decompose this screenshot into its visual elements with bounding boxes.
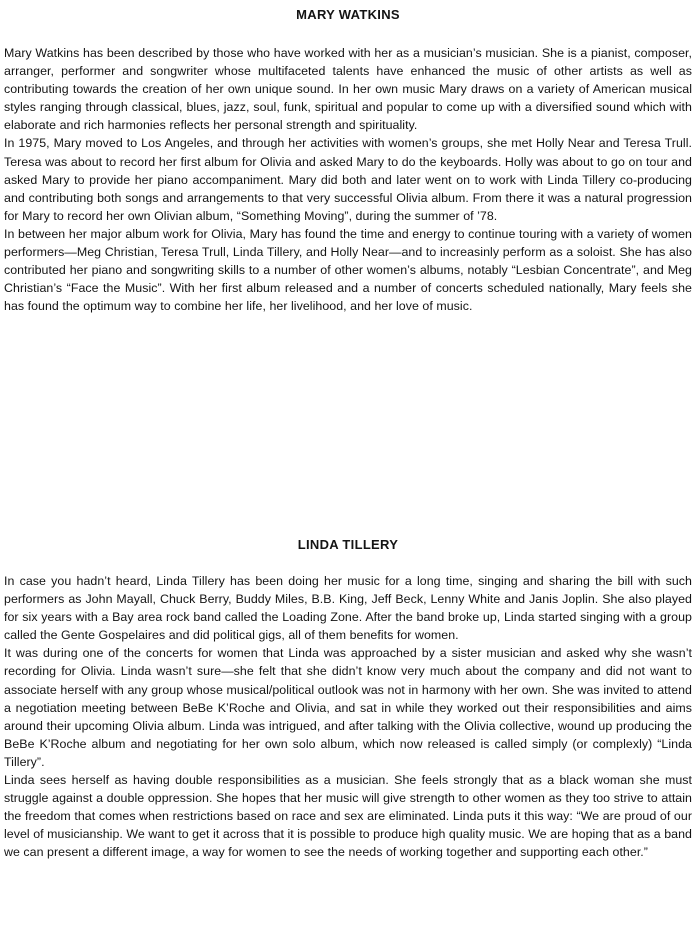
section-heading: MARY WATKINS <box>296 7 400 22</box>
paragraph: In 1975, Mary moved to Los Angeles, and through her activities with women’s groups, she met Holly Near and Teresa Trull. Teresa was about to record her first album for Olivia and asked Mary to do the keyboards. Holly was about to go on tour and asked Mary to provide her piano accompaniment. Mary did both and later went on to work with Linda Tillery co-producing and contributing both songs and arrangements to that very successful Olivia album. From there it was a natural progression for Mary to record her own Olivian album, “Something Moving”, during the summer of ’78. <box>4 136 692 223</box>
paragraph: It was during one of the concerts for women that Linda was approached by a sister musician and asked why she wasn’t recording for Olivia. Linda wasn’t sure—she felt that she didn’t know very much about the company and did not want to associate herself with any group whose musical/political outlook was not in harmony with her own. She was invited to attend a negotiation meeting between BeBe K’Roche and Olivia, and sat in while they worked out their responsibilities and aims around their upcoming Olivia album. Linda was intrigued, and after talking with the Olivia collective, wound up producing the BeBe K’Roche album and negotiating for her own solo album, which now released is called simply (or complexly) “Linda Tillery”. <box>4 646 692 769</box>
paragraph: In case you hadn’t heard, Linda Tillery has been doing her music for a long time, singing and sharing the bill with such performers as John Mayall, Chuck Berry, Buddy Miles, B.B. King, Jeff Beck, Lenny White and Janis Joplin. She also played for six years with a Bay area rock band called the Loading Zone. After the band broke up, Linda started singing with a group called the Gente Gospelaires and did political gigs, all of them benefits for women. <box>4 574 692 643</box>
paragraph: In between her major album work for Olivia, Mary has found the time and energy to continue touring with a variety of women performers—Meg Christian, Teresa Trull, Linda Tillery, and Holly Near—and to increasinly perform as a soloist. She has also contributed her piano and songwriting skills to a number of other women’s albums, notably “Lesbian Concentrate”, and Meg Christian’s “Face the Music”. With her first album released and a number of concerts scheduled nationally, Mary feels she has found the optimum way to combine her life, her livelihood, and her love of music. <box>4 226 692 314</box>
section-mary-watkins <box>4 6 692 315</box>
section-linda-tillery <box>4 536 692 862</box>
section-heading: LINDA TILLERY <box>297 537 399 552</box>
paragraph: Linda sees herself as having double responsibilities as a musician. She feels strongly that as a black woman she must struggle against a double oppression. She hopes that her music will give strength to other women as they too strive to attain the freedom that comes when restrictions based on race and sex are eliminated. Linda puts it this way: “We are proud of our level of musicianship. We want to get it across that it is possible to produce high quality music. We are hoping that as a band we can present a different image, a way for women to see the needs of working together and supporting each other.” <box>4 773 692 860</box>
paragraph: Mary Watkins has been described by those who have worked with her as a musician’s musician. She is a pianist, composer, arranger, performer and songwriter whose multifaceted talents have enhanced the music of other artists as well as contributing towards the creation of her own unique sound. In her own music Mary draws on a variety of American musical styles ranging through classical, blues, jazz, soul, funk, spiritual and popular to come up with a diversified sound which with elaborate and rich harmonies reflects her personal strength and spirituality. <box>4 46 692 133</box>
